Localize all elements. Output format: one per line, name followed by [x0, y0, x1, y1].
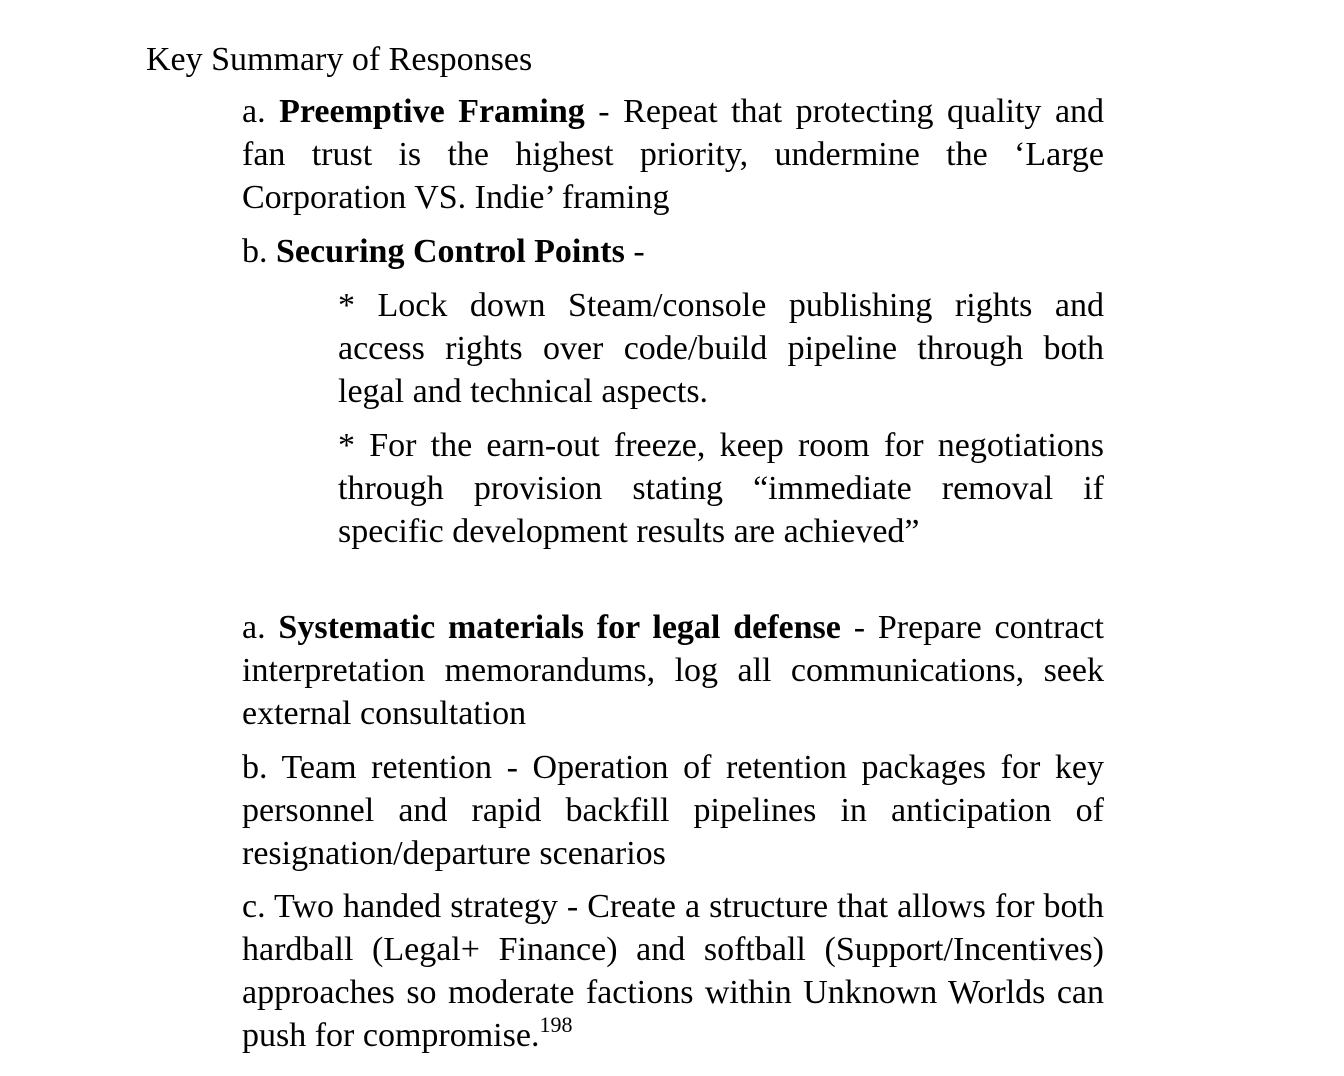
item-marker: b.	[242, 233, 268, 270]
item-text: For the earn-out freeze, keep room for negotiations through provision stating “immediate removal if specific development results are achieved”	[338, 427, 1105, 550]
item-marker: a.	[242, 93, 266, 130]
item-separator: -	[598, 93, 610, 130]
item-text: Lock down Steam/console publishing rights and access rights over code/build pipeline through both legal and technical aspects.	[338, 287, 1104, 410]
list-item-preemptive-framing	[242, 90, 1104, 219]
section-heading: Key Summary of Responses	[146, 41, 533, 78]
list-item-legal-defense	[242, 606, 1104, 735]
list-item-team-retention	[242, 746, 1104, 875]
bullet-marker: *	[338, 427, 355, 464]
sub-item-lock-down	[338, 284, 1104, 413]
item-separator: -	[853, 609, 866, 646]
footnote-reference: 198	[539, 1012, 573, 1037]
item-text: Repeat that protecting quality and fan trust is the highest priority, undermine the ‘Large Corporation VS. Indie’ framing	[242, 93, 1105, 216]
item-marker: a.	[242, 609, 266, 646]
item-marker: b.	[242, 749, 268, 786]
item-title: Systematic materials for legal defense	[278, 609, 841, 646]
sub-item-earn-out-freeze	[338, 424, 1104, 553]
item-text: Prepare contract interpretation memorandums, log all communications, seek external consultation	[242, 609, 1104, 732]
item-title: Preemptive Framing	[279, 93, 585, 130]
list-item-securing-control-points	[242, 230, 1104, 273]
item-separator: -	[633, 233, 645, 270]
item-text: Team retention - Operation of retention packages for key personnel and rapid backfill pipelines in anticipation of resignation/departure scenarios	[242, 749, 1104, 872]
item-text: Two handed strategy - Create a structure that allows for both hardball (Legal+ Finance) and softball (Support/Incentives) approaches so moderate factions within Unknown Worlds can push for compromise.	[242, 888, 1104, 1054]
item-title: Securing Control Points	[276, 233, 625, 270]
item-marker: c.	[242, 888, 266, 925]
list-item-two-handed-strategy	[242, 885, 1104, 1057]
bullet-marker: *	[338, 287, 355, 324]
